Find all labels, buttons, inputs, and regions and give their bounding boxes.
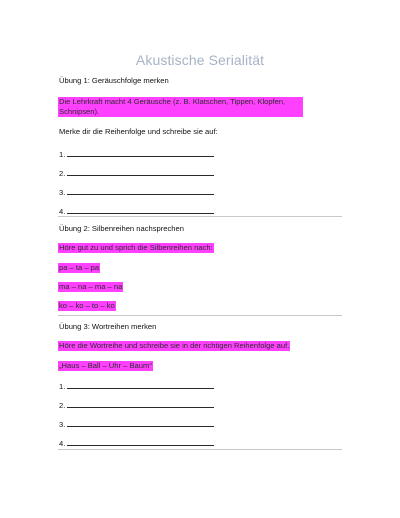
syllable-row: ma – na – ma – na <box>59 282 123 291</box>
section-divider <box>58 449 342 450</box>
exercise-3-answer-line[interactable] <box>59 437 214 449</box>
answer-number: 2. <box>59 401 66 410</box>
section-divider <box>58 216 342 217</box>
exercise-3-answer-line[interactable] <box>59 418 214 430</box>
answer-number: 1. <box>59 150 66 159</box>
exercise-1-task: Merke dir die Reihenfolge und schreibe sie auf: <box>59 127 218 136</box>
answer-number: 3. <box>59 420 66 429</box>
answer-blank[interactable] <box>67 437 214 446</box>
answer-number: 3. <box>59 188 66 197</box>
page-title: Akustische Serialität <box>135 52 265 68</box>
exercise-3-answer-line[interactable] <box>59 380 214 392</box>
exercise-1-answer-line[interactable] <box>59 167 214 179</box>
exercise-1-answer-line[interactable] <box>59 186 214 198</box>
exercise-1-instruction: Die Lehrkraft macht 4 Geräusche (z. B. Klatschen, Tippen, Klopfen, Schnipsen). <box>58 97 303 117</box>
answer-blank[interactable] <box>67 205 214 214</box>
exercise-1-heading: Übung 1: Geräuschfolge merken <box>59 76 169 85</box>
answer-number: 4. <box>59 439 66 448</box>
answer-blank[interactable] <box>67 148 214 157</box>
answer-blank[interactable] <box>67 418 214 427</box>
answer-blank[interactable] <box>67 167 214 176</box>
answer-blank[interactable] <box>67 186 214 195</box>
exercise-3-answer-line[interactable] <box>59 399 214 411</box>
exercise-2-heading: Übung 2: Silbenreihen nachsprechen <box>59 224 184 233</box>
exercise-3-instruction: Höre die Wortreihe und schreibe sie in der richtigen Reihenfolge auf. <box>59 341 290 350</box>
syllable-row: ko – ko – to – ko <box>59 301 115 310</box>
answer-blank[interactable] <box>67 399 214 408</box>
answer-number: 4. <box>59 207 66 216</box>
exercise-3-word-series: „Haus – Ball – Uhr – Baum“ <box>59 361 152 370</box>
syllable-row: pa – ta – pa <box>59 263 100 272</box>
answer-blank[interactable] <box>67 380 214 389</box>
section-divider <box>58 315 342 316</box>
exercise-1-answer-line[interactable] <box>59 148 214 160</box>
exercise-2-instruction: Höre gut zu und sprich die Silbenreihen nach: <box>59 243 213 252</box>
exercise-3-heading: Übung 3: Wortreihen merken <box>59 322 157 331</box>
answer-number: 1. <box>59 382 66 391</box>
answer-number: 2. <box>59 169 66 178</box>
